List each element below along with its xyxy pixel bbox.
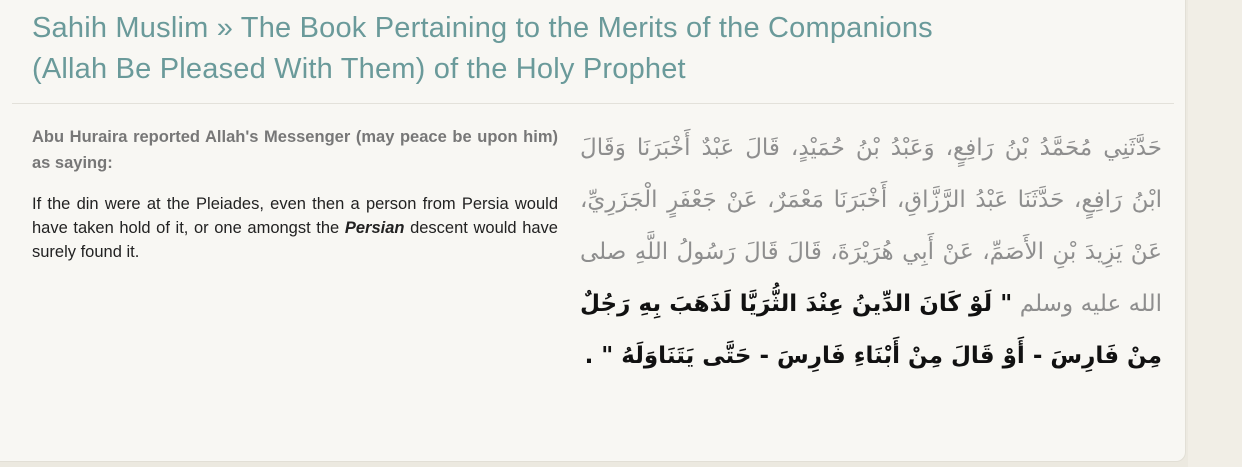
arabic-text-block (580, 122, 1162, 382)
translation-text (32, 192, 558, 264)
translation-emphasis: Persian (344, 219, 405, 237)
title-line-1: Sahih Muslim » The Book Pertaining to the Merits of the Companions (32, 12, 933, 44)
translation-part-2: descent would have surely found it. (32, 219, 558, 261)
title-line-2: (Allah Be Pleased With Them) of the Holy Prophet (32, 53, 686, 85)
narrator-line: Abu Huraira reported Allah's Messenger (may peace be upon him) as saying: (32, 128, 558, 172)
title-divider (12, 103, 1174, 104)
page-title (32, 8, 1162, 90)
english-translation-block (32, 124, 558, 264)
page-background-strip (1188, 0, 1242, 467)
arabic-isnad: حَدَّثَنِي مُحَمَّدُ بْنُ رَافِعٍ، وَعَبْدُ بْنُ حُمَيْدٍ، قَالَ عَبْدٌ أَخْبَرَنَا وَقَالَ ابْنُ رَافِعٍ، حَدَّثَنَا عَبْدُ الرَّزَّاقِ، أَخْبَرَنَا مَعْمَرٌ، عَنْ جَعْفَرٍ الْجَزَرِيِّ، عَنْ يَزِيدَ بْنِ الأَصَمِّ، عَنْ أَبِي هُرَيْرَةَ، قَالَ قَالَ رَسُولُ اللَّهِ صلى الله عليه وسلم (580, 135, 1163, 317)
translation-part-1: If the din were at the Pleiades, even then a person from Persia would have taken hold of it, or one amongst the (32, 195, 558, 237)
arabic-matn: " لَوْ كَانَ الدِّينُ عِنْدَ الثُّرَيَّا لَذَهَبَ بِهِ رَجُلٌ مِنْ فَارِسَ - أَوْ قَالَ مِنْ أَبْنَاءِ فَارِسَ - حَتَّى يَتَنَاوَلَهُ " . (580, 291, 1162, 369)
